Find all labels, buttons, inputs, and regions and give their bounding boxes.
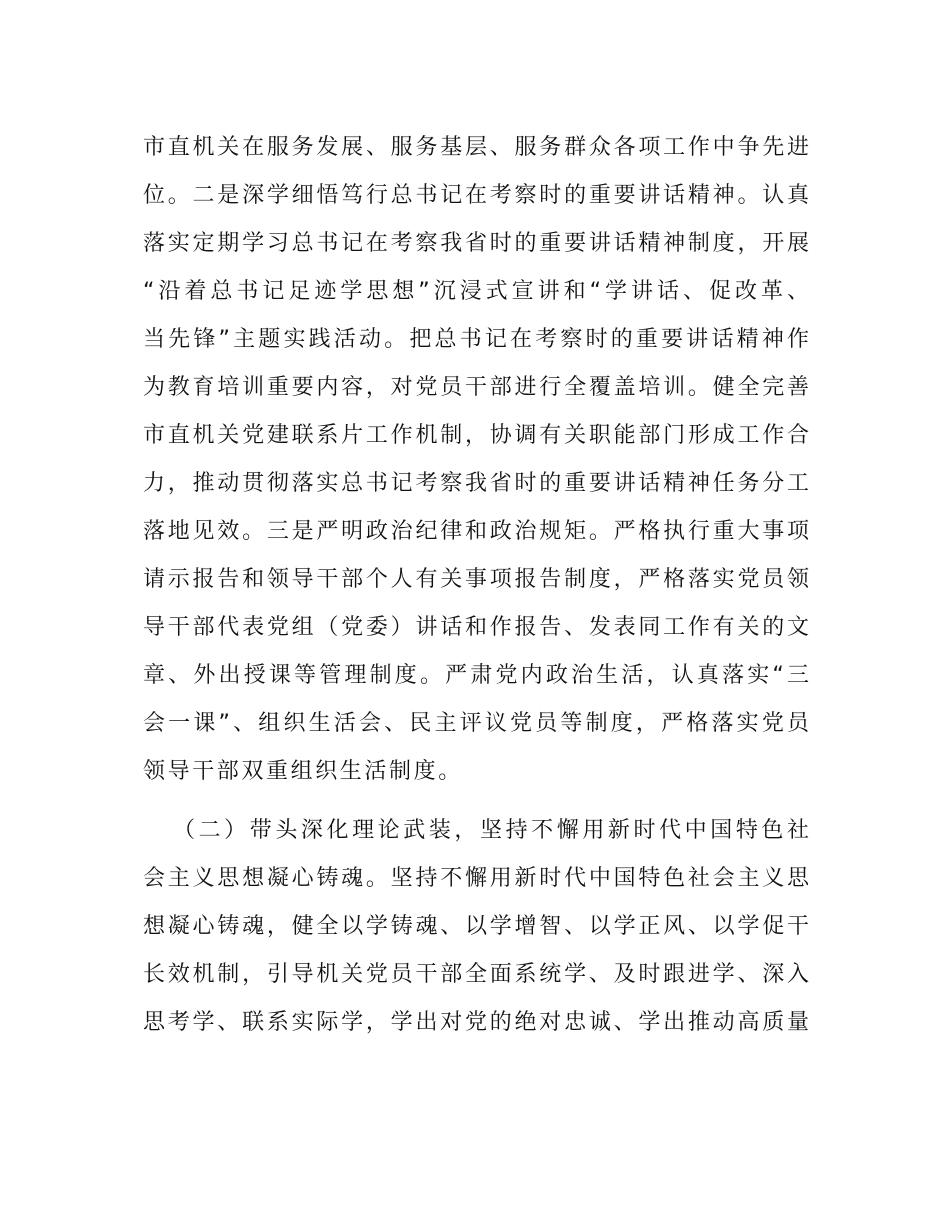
text-line: 领导干部双重组织生活制度。 (143, 759, 463, 784)
text-line: 落实定期学习总书记在考察我省时的重要讲话精神制度，开展 (143, 231, 809, 256)
text-line: 当先锋”主题实践活动。把总书记在考察时的重要讲话精神作 (143, 327, 809, 352)
text-line: 请示报告和领导干部个人有关事项报告制度，严格落实党员领 (143, 567, 809, 592)
text-line: 会主义思想凝心铸魂。坚持不懈用新时代中国特色社会主义思 (143, 866, 809, 891)
text-line: 思考学、联系实际学，学出对党的绝对忠诚、学出推动高质量 (143, 1010, 809, 1035)
text-line: 力，推动贯彻落实总书记考察我省时的重要讲话精神任务分工 (143, 471, 809, 496)
text-line: 会一课”、组织生活会、民主评议党员等制度，严格落实党员 (143, 711, 809, 736)
text-line: 章、外出授课等管理制度。严肃党内政治生活，认真落实“三 (143, 663, 809, 688)
text-line: “沿着总书记足迹学思想”沉浸式宣讲和“学讲话、促改革、 (143, 279, 809, 304)
text-line: 市直机关党建联系片工作机制，协调有关职能部门形成工作合 (143, 423, 809, 448)
text-line: 位。二是深学细悟笃行总书记在考察时的重要讲话精神。认真 (143, 183, 809, 208)
text-line: 长效机制，引导机关党员干部全面系统学、及时跟进学、深入 (143, 962, 809, 987)
text-line: 想凝心铸魂，健全以学铸魂、以学增智、以学正风、以学促干 (143, 914, 809, 939)
section-heading-line: （二）带头深化理论武装，坚持不懈用新时代中国特色社 (173, 818, 809, 843)
text-line: 市直机关在服务发展、服务基层、服务群众各项工作中争先进 (143, 135, 809, 160)
text-line: 导干部代表党组（党委）讲话和作报告、发表同工作有关的文 (143, 615, 809, 640)
text-line: 落地见效。三是严明政治纪律和政治规矩。严格执行重大事项 (143, 519, 809, 544)
text-line: 为教育培训重要内容，对党员干部进行全覆盖培训。健全完善 (143, 375, 809, 400)
